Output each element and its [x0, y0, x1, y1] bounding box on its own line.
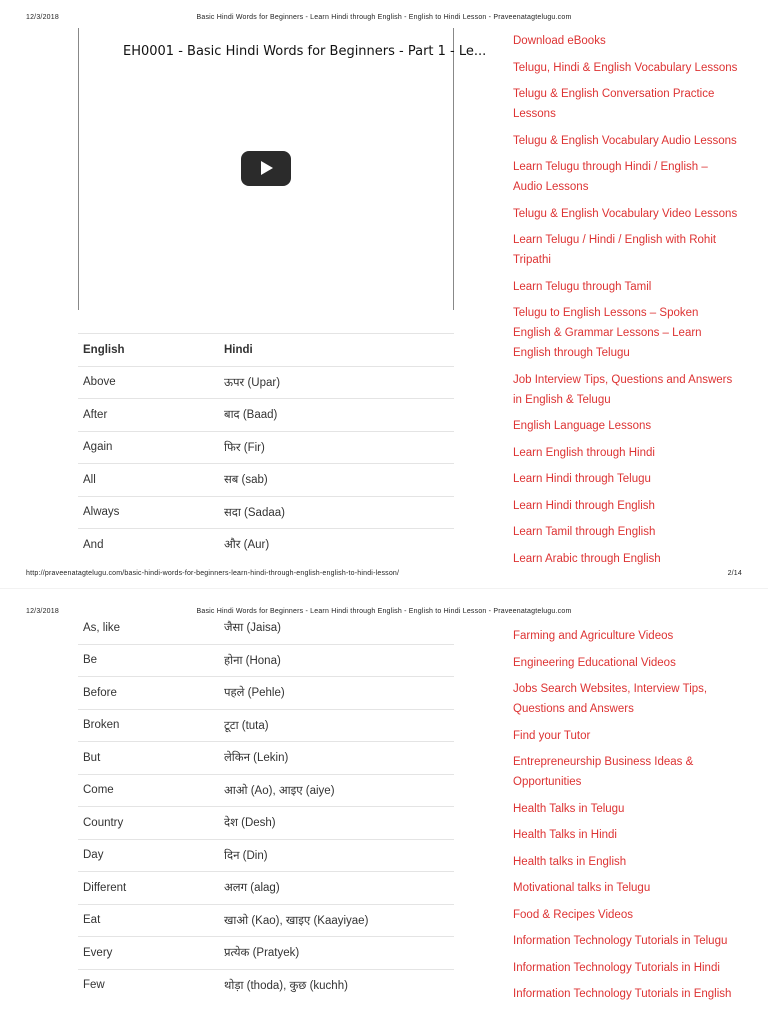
video-title[interactable]: EH0001 - Basic Hindi Words for Beginners - Part 1 - Le... [123, 44, 487, 59]
hindi-word: बाद (Baad) [224, 399, 454, 432]
table-row [78, 677, 454, 710]
hindi-word: और (Aur) [224, 529, 454, 561]
table-row [78, 872, 454, 905]
sidebar-link[interactable]: Learn Telugu / Hindi / English with Rohit Tripathi [513, 234, 717, 266]
word-table [78, 333, 454, 561]
table-row [78, 742, 454, 775]
english-word: Few [78, 969, 224, 1001]
table-row [78, 807, 454, 840]
sidebar-link[interactable]: Learn English through Hindi [513, 446, 655, 459]
sidebar-link[interactable]: Learn Hindi through English [513, 499, 655, 512]
table-row [78, 644, 454, 677]
english-word: Day [78, 839, 224, 872]
english-word: Different [78, 872, 224, 905]
hindi-word: प्रत्येक (Pratyek) [224, 937, 454, 970]
english-word: Be [78, 644, 224, 677]
print-footer-url: http://praveenatagtelugu.com/basic-hindi-words-for-beginners-learn-hindi-through-english-english-to-hindi-lesson/ [26, 570, 400, 577]
sidebar-link[interactable]: Health Talks in Telugu [513, 802, 625, 815]
table-row [78, 529, 454, 561]
table-row [78, 969, 454, 1001]
column-header-english: English [78, 334, 224, 367]
table-row [78, 431, 454, 464]
sidebar-link[interactable]: Telugu, Hindi & English Vocabulary Lessons [513, 61, 738, 74]
hindi-word: थोड़ा (thoda), कुछ (kuchh) [224, 969, 454, 1001]
english-word: Every [78, 937, 224, 970]
table-header-row [78, 334, 454, 367]
sidebar-link[interactable]: Motivational talks in Telugu [513, 882, 651, 894]
english-word: Country [78, 807, 224, 840]
english-word: But [78, 742, 224, 775]
sidebar-link[interactable]: Learn Arabic through English [513, 552, 661, 565]
sidebar-link[interactable]: Telugu & English Vocabulary Audio Lessons [513, 134, 737, 147]
sidebar-link[interactable]: Health Talks in Hindi [513, 829, 617, 841]
hindi-word: खाओ (Kao), खाइए (Kaayiyae) [224, 904, 454, 937]
hindi-word: सब (sab) [224, 464, 454, 497]
sidebar-link[interactable]: Information Technology Tutorials in Hindi [513, 961, 720, 974]
english-word: Again [78, 431, 224, 464]
hindi-word: दिन (Din) [224, 839, 454, 872]
sidebar-link[interactable]: Telugu & English Vocabulary Video Lessons [513, 207, 738, 220]
english-word: Before [78, 677, 224, 710]
sidebar-link[interactable]: English Language Lessons [513, 420, 652, 432]
sidebar-link[interactable]: Engineering Educational Videos [513, 656, 676, 669]
sidebar-link[interactable]: Telugu to English Lessons – Spoken English & Grammar Lessons – Learn English through Telugu [513, 307, 702, 359]
hindi-word: सदा (Sadaa) [224, 496, 454, 529]
sidebar-link[interactable]: Jobs Search Websites, Interview Tips, Questions and Answers [513, 683, 708, 715]
print-header-date: 12/3/2018 [26, 14, 59, 21]
table-row [78, 612, 454, 644]
english-word: Always [78, 496, 224, 529]
hindi-word: अलग (alag) [224, 872, 454, 905]
sidebar-link[interactable]: Find your Tutor [513, 729, 591, 742]
sidebar-link[interactable]: Health talks in English [513, 855, 627, 868]
table-row [78, 839, 454, 872]
sidebar-link[interactable]: Food & Recipes Videos [513, 908, 633, 921]
hindi-word: जैसा (Jaisa) [224, 622, 281, 635]
sidebar-link[interactable]: Information Technology Tutorials in Telugu [513, 935, 728, 947]
table-row [78, 937, 454, 970]
sidebar-link[interactable]: Farming and Agriculture Videos [513, 630, 674, 642]
sidebar-link[interactable]: Job Interview Tips, Questions and Answers in English & Telugu [513, 373, 733, 406]
sidebar-link[interactable]: Telugu & English Conversation Practice Lessons [513, 88, 715, 120]
sidebar-link[interactable]: Entrepreneurship Business Ideas & Opportunities [513, 756, 694, 788]
print-page-2 [0, 596, 768, 1024]
sidebar-links [513, 626, 738, 1011]
english-word: Come [78, 774, 224, 807]
print-header-date: 12/3/2018 [26, 608, 59, 615]
table-row [78, 464, 454, 497]
hindi-word: लेकिन (Lekin) [224, 742, 454, 775]
sidebar-link[interactable]: Information Technology Tutorials in English [513, 988, 732, 1000]
table-row [78, 774, 454, 807]
english-word: After [78, 399, 224, 432]
sidebar-link[interactable]: Download eBooks [513, 35, 606, 47]
hindi-word: होना (Hona) [224, 644, 454, 677]
hindi-word: पहले (Pehle) [224, 677, 454, 710]
print-footer-page-number: 2/14 [727, 570, 742, 577]
english-word: Above [78, 366, 224, 399]
hindi-word: आओ (Ao), आइए (aiye) [224, 774, 454, 807]
english-word: And [78, 529, 224, 561]
sidebar-link[interactable]: Learn Telugu through Tamil [513, 280, 652, 293]
table-row [78, 496, 454, 529]
print-header-title: Basic Hindi Words for Beginners - Learn Hindi through English - English to Hindi Lesson - Praveenatagtelugu.com [196, 608, 572, 615]
page-separator [0, 588, 768, 589]
column-header-hindi: Hindi [224, 334, 454, 367]
print-header-title: Basic Hindi Words for Beginners - Learn Hindi through English - English to Hindi Lesson - Praveenatagtelugu.com [196, 14, 572, 21]
hindi-word: ऊपर (Upar) [224, 366, 454, 399]
sidebar-link[interactable]: Learn Tamil through English [513, 526, 656, 538]
english-word: All [78, 464, 224, 497]
play-icon[interactable] [241, 151, 291, 186]
table-row [78, 904, 454, 937]
video-embed[interactable] [78, 28, 487, 310]
hindi-word: टूटा (tuta) [224, 709, 454, 742]
english-word: Eat [78, 904, 224, 937]
table-row [78, 366, 454, 399]
table-row [78, 709, 454, 742]
english-word: As, like [83, 621, 121, 634]
sidebar-links [513, 31, 738, 575]
sidebar-link[interactable]: Learn Hindi through Telugu [513, 473, 651, 485]
hindi-word: देश (Desh) [224, 807, 454, 840]
word-table [78, 612, 454, 1001]
english-word: Broken [78, 709, 224, 742]
hindi-word: फिर (Fir) [224, 431, 454, 464]
sidebar-link[interactable]: Learn Telugu through Hindi / English – Audio Lessons [513, 161, 708, 193]
table-row [78, 399, 454, 432]
